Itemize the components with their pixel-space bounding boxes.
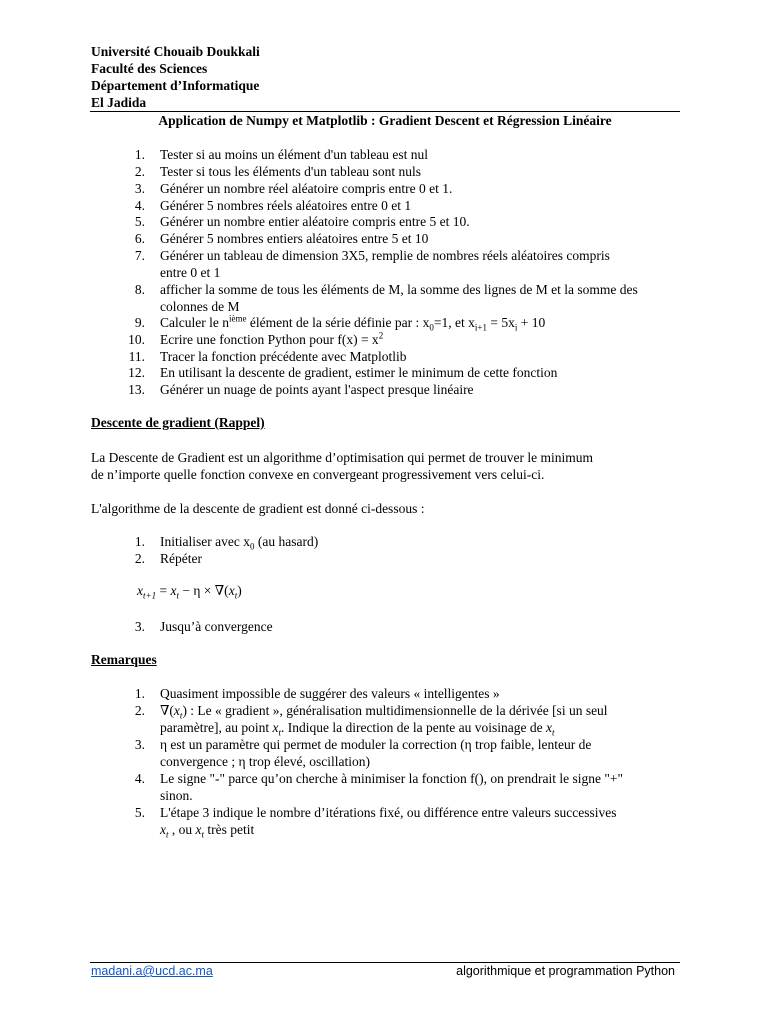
item-number: 6. [134,231,145,246]
item-number: 4. [134,198,145,213]
item-text: Le signe "-" parce qu’on cherche à minimiser la fonction f(), on prendrait le signe "+" sinon. [160,771,623,803]
item-text: Générer 5 nombres réels aléatoires entre 0 et 1 [160,198,412,213]
item-text: Répéter [160,551,202,566]
item-text: Générer un tableau de dimension 3X5, remplie de nombres réels aléatoires compris entre 0 et 1 [160,248,610,280]
item-number: 3. [134,737,145,752]
item-number: 9. [134,315,145,330]
item-number: 3. [134,181,145,196]
item-number: 2. [134,551,145,566]
item-number: 8. [134,282,145,297]
city-name: El Jadida [91,95,147,110]
paragraph-line: de n’importe quelle fonction convexe en convergeant progressivement vers celui-ci. [91,467,545,482]
faculty-name: Faculté des Sciences [91,61,208,76]
item-text: En utilisant la descente de gradient, estimer le minimum de cette fonction [160,365,558,380]
department-name: Département d’Informatique [91,78,260,93]
item-number: 1. [134,534,145,549]
section-heading-remarks: Remarques [91,652,157,667]
item-text: Calculer le $n^{ième}$ élément de la série définie par : $x_0=1$, et $x_{i+1} = 5x_i + 10$ [160,313,546,333]
item-number: 2. [134,703,145,718]
item-text: $\nabla(x_t)$ : Le « gradient », généralisation multidimensionnelle de la dérivée [si un seul paramètre], au point $x_t$. Indique la direction de la pente au voisinage de $x_t$ [160,703,608,738]
item-text: Générer un nuage de points ayant l'aspect presque linéaire [160,382,474,397]
item-number: 5. [134,214,145,229]
item-number: 1. [134,147,145,162]
item-text: Générer un nombre réel aléatoire compris entre 0 et 1. [160,181,453,196]
item-text: Tester si au moins un élément d'un tableau est nul [160,147,429,162]
item-text: η est un paramètre qui permet de moduler la correction (η trop faible, lenteur de convergence ; η trop élevé, oscillation) [160,737,592,769]
item-number: 7. [134,248,145,263]
item-text: Générer un nombre entier aléatoire compris entre 5 et 10. [160,214,470,229]
item-number: 11. [128,349,145,364]
university-name: Université Chouaib Doukkali [91,44,260,59]
item-text: Initialiser avec $x_0$ (au hasard) [160,534,319,552]
author-email-link[interactable]: madani.a@ucd.ac.ma [91,964,213,978]
paragraph: L'algorithme de la descente de gradient est donné ci-dessous : [91,501,425,516]
item-text: Jusqu’à convergence [160,619,273,634]
course-name: algorithmique et programmation Python [456,964,675,978]
item-number: 13. [128,382,145,397]
item-number: 12. [128,365,145,380]
item-text: Générer 5 nombres entiers aléatoires entre 5 et 10 [160,231,429,246]
paragraph-line: La Descente de Gradient est un algorithme d’optimisation qui permet de trouver le minimum [91,450,593,465]
header-rule [90,111,680,112]
item-text: Ecrire une fonction Python pour $f(x) = x^2$ [160,330,384,347]
item-number: 2. [134,164,145,179]
item-number: 3. [134,619,145,634]
footer-rule [90,962,680,963]
item-text: afficher la somme de tous les éléments de M, la somme des lignes de M et la somme des colonnes de M [160,282,638,314]
item-text: Tester si tous les éléments d'un tableau sont nuls [160,164,421,179]
item-number: 10. [128,332,145,347]
item-text: Tracer la fonction précédente avec Matplotlib [160,349,407,364]
update-formula: $x_{t+1} = x_t - \eta \times \nabla(x_t)$ [137,583,242,601]
page-title: Application de Numpy et Matplotlib : Gradient Descent et Régression Linéaire [158,113,612,128]
item-number: 4. [134,771,145,786]
item-text: Quasiment impossible de suggérer des valeurs « intelligentes » [160,686,500,701]
section-heading-gradient: Descente de gradient (Rappel) [91,415,265,430]
item-number: 5. [134,805,145,820]
item-number: 1. [134,686,145,701]
item-text: L'étape 3 indique le nombre d’itérations fixé, ou différence entre valeurs successives $x_t$ , ou $x_t$ très petit [160,805,617,840]
